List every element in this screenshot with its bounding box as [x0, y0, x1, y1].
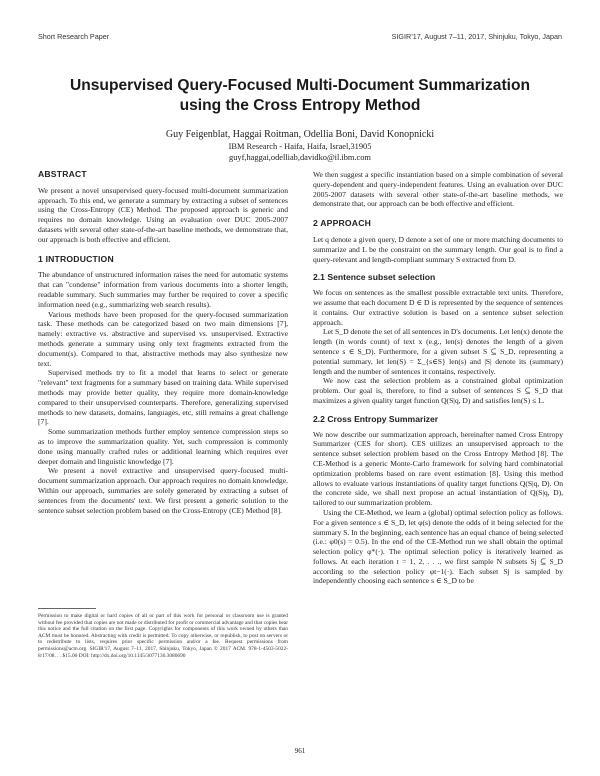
left-column: [38, 170, 288, 515]
title-line-2: using the Cross Entropy Method: [179, 97, 421, 114]
abstract-heading: ABSTRACT: [38, 169, 87, 179]
subset-paragraph-2: Let S_D denote the set of all sentences in D's documents. Let len(x) denote the length (in words count) of text x (e.g., len(s) denotes the length of a given sentence s ∈ S_D). Furthermore, for a given subset S ⊆ S_D, representing a potential summary, let len(S) = Σ_{s∈S} len(s) and |S| denote its (summary) length and the number of sentences it contains, respectively.: [313, 327, 563, 376]
email: guyf,haggai,odelliab,davidko@il.ibm.com: [229, 153, 371, 162]
page-number: 961: [294, 747, 306, 755]
ces-paragraph-1: We now describe our summarization approach, hereinafter named Cross Entropy Summarizer (CES for short). CES utilizes an unsupervised approach to the sentence subset selection problem based on the Cross Entropy Method [8]. The CE-Method is a generic Monte-Carlo framework for solving hard combinatorial optimization problems based on rare event estimation [8]. Using this method allows to evaluate various instantiations of quality target functions Q(S|q, D). On the concrete side, we shall next propose an actual instantiation of Q(S|q, D), tailored to our summarization problem.: [313, 429, 563, 508]
running-header: [38, 32, 562, 44]
subset-heading: 2.1 Sentence subset selection: [313, 272, 436, 283]
intro-paragraph-1: The abundance of unstructured information raises the need for automatic systems that can "condense" information from various documents into a shorter length, readable summary. Such summaries may further be required to cover a specific information need (e.g., summarizing web search results).: [38, 270, 288, 309]
intro-paragraph-4: Some summarization methods further employ sentence compression steps so as to improve the summarization quality. Yet, such compression is commonly done using manually crafted rules or additional learning which requires ever deeper domain and linguistic knowledge [7].: [38, 427, 288, 466]
authors: Guy Feigenblat, Haggai Roitman, Odellia Boni, David Konopnicki: [165, 129, 435, 140]
approach-paragraph: Let q denote a given query, D denote a set of one or more matching documents to summarize and L be the constraint on the summary length. Our goal is to find a query-relevant and length-compliant summary S extracted from D.: [313, 234, 563, 264]
approach-heading: 2 APPROACH: [313, 218, 372, 229]
title-line-1: Unsupervised Query-Focused Multi-Document Summarization: [69, 77, 531, 94]
paper-title: [40, 76, 560, 116]
footnote-rule: [38, 608, 96, 609]
subset-paragraph-1: We focus on sentences as the smallest possible extractable text units. Therefore, we assume that each document D ∈ D is represented by the sequence of sentences it contains. Our extractive solution is based on a sentence subset selection approach.: [313, 288, 563, 327]
header-left: Short Research Paper: [38, 32, 110, 41]
subset-paragraph-3: We now cast the selection problem as a constrained global optimization problem. Our goal is, therefore, to find a subset of sentences S ⊆ S_D that maximizes a given quality target function Q(S|q, D) and satisfies len(S) ≤ L.: [313, 376, 563, 405]
right-column: [313, 170, 563, 586]
intro-paragraph-2: Various methods have been proposed for the query-focused summarization task. These methods can be categorized based on two main dimensions [7], namely: extractive vs. abstractive and supervised vs. unsupervised. Extractive methods generate a summary using only text fragments extracted from the document(s). Compared to that, abstractive methods may also synthesize new text.: [38, 309, 288, 368]
ces-heading: 2.2 Cross Entropy Summarizer: [313, 413, 439, 424]
abstract-text: We present a novel unsupervised query-focused multi-document summarization approach. To this end, we generate a summary by extracting a subset of sentences using the Cross-Entropy (CE) Method. The proposed approach is generic and requires no domain knowledge. Using an evaluation over DUC 2005-2007 datasets with several other state-of-the-art baseline methods, we demonstrate that, our approach is both effective and efficient.: [38, 185, 288, 244]
intro-heading: 1 INTRODUCTION: [38, 253, 114, 264]
header-right: SIGIR’17, August 7–11, 2017, Shinjuku, Tokyo, Japan: [391, 32, 562, 41]
copyright-footnote: Permission to make digital or hard copies of all or part of this work for personal or classroom use is granted without fee provided that copies are not made or distributed for profit or commercial advantage and that copies bear this notice and the full citation on the first page. Copyrights for components of this work owned by others than ACM must be honored. Abstracting with credit is permitted. To copy otherwise, or republish, to post on servers or to redistribute to lists, requires prior specific permission and/or a fee. Request permissions from permissions@acm.org. SIGIR'17, August 7–11, 2017, Shinjuku, Tokyo, Japan © 2017 ACM. 978-1-4503-5022-8/17/08. . . $15.00 DOI: http://dx.doi.org/10.1145/3077136.3080690: [38, 613, 288, 659]
intro-paragraph-3: Supervised methods try to fit a model that learns to select or generate "relevant" text fragments for a summary based on training data. While supervised methods may provide better quality, they require more domain-knowledge compared to their unsupervised counterparts. Therefore, generalizing supervised methods to new datasets, domains, languages, etc, still remains a great challenge [7].: [38, 368, 288, 427]
intro-continuation: We then suggest a specific instantiation based on a simple combination of several query-dependent and query-independent features. Using an evaluation over DUC 2005-2007 datasets with several other state-of-the-art baseline methods, we demonstrate that, our approach can be both effective and efficient.: [313, 170, 563, 209]
ces-paragraph-2: Using the CE-Method, we learn a (global) optimal selection policy as follows. For a given sentence s ∈ S_D, let φ(s) denote the odds of it being selected for the summary S. In the beginning, each sentence has an equal chance of being selected (i.e.: φ0(s) = 0.5). In the end of the CE-Method run we shall obtain the optimal selection policy φ*(·). The optimal selection policy is iteratively learned as follows. At each iteration t = 1, 2, . . ., we first sample N subsets Sj ⊆ S_D according to the selection policy φt−1(·). Each subset Sj is sampled by independently choosing each sentence s ∈ S_D to be: [313, 507, 563, 586]
intro-paragraph-5: We present a novel extractive and unsupervised query-focused multi-document summarization approach. Our approach requires no domain knowledge. Within our approach, summaries are solely generated by extracting a subset of sentences from the documents' text. We first present a generic solution to the sentence subset selection problem based on the Cross-Entropy (CE) Method [8].: [38, 466, 288, 515]
affiliation: IBM Research - Haifa, Haifa, Israel,31905: [228, 142, 372, 151]
